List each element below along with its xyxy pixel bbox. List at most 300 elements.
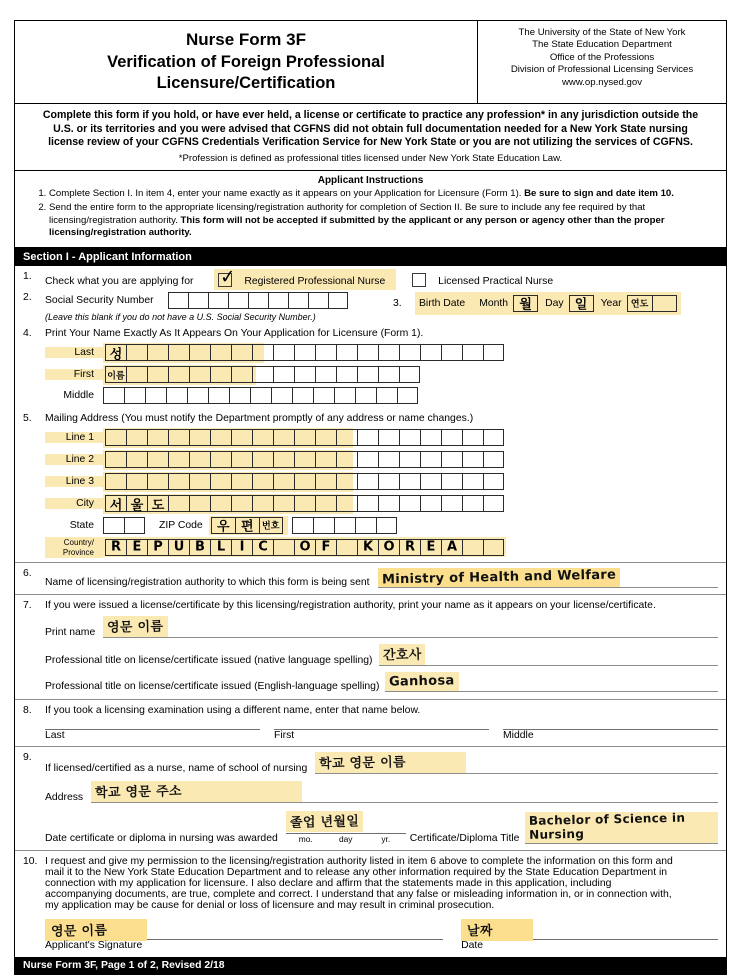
comb-cell[interactable] <box>208 387 229 404</box>
comb-cell[interactable] <box>166 387 187 404</box>
rpn-checkbox[interactable] <box>218 264 237 289</box>
address-row-input[interactable] <box>103 450 506 470</box>
name-field-group <box>45 343 718 405</box>
comb-cell[interactable] <box>210 429 231 446</box>
comb-cell[interactable] <box>168 539 189 556</box>
comb-cell[interactable] <box>378 473 399 490</box>
comb-cell[interactable] <box>420 495 441 512</box>
birth-month-input[interactable] <box>513 295 538 312</box>
comb-cell[interactable] <box>273 539 294 556</box>
comb-cell[interactable] <box>252 366 273 383</box>
native-title-value: 간호사 <box>382 647 422 664</box>
comb-cell[interactable] <box>273 429 294 446</box>
form-title-block <box>15 21 478 103</box>
name-row-middle <box>45 387 718 405</box>
address-row-line-1 <box>45 428 718 448</box>
comb-cell[interactable] <box>334 387 355 404</box>
exam-first-field[interactable] <box>274 729 489 741</box>
comb-cell[interactable] <box>210 344 231 361</box>
comb-cell[interactable] <box>627 295 652 312</box>
comb-cell[interactable] <box>378 429 399 446</box>
address-row-label: City <box>45 498 103 509</box>
agency-block <box>478 21 726 103</box>
diploma-title-input[interactable] <box>525 812 718 844</box>
comb-cell[interactable] <box>147 344 168 361</box>
birth-day-input[interactable] <box>569 295 594 312</box>
month-label: Month <box>479 297 509 309</box>
comb-cell[interactable] <box>189 473 210 490</box>
comb-cell[interactable] <box>210 539 231 556</box>
comb-cell[interactable] <box>294 429 315 446</box>
day-label: Day <box>545 297 564 309</box>
comb-cell[interactable] <box>126 539 147 556</box>
eligibility-notice <box>15 104 726 171</box>
comb-cell[interactable] <box>336 429 357 446</box>
comb-cell[interactable] <box>168 495 189 512</box>
lpn-checkbox[interactable] <box>412 273 426 287</box>
print-name-input[interactable] <box>103 616 718 638</box>
comb-cell[interactable] <box>569 295 594 312</box>
birth-date-label: Birth Date <box>419 297 466 309</box>
comb-cell[interactable] <box>250 387 271 404</box>
comb-cell[interactable] <box>483 539 504 556</box>
comb-cell[interactable] <box>313 517 334 534</box>
address-row-label: Line 1 <box>45 432 103 443</box>
comb-cell[interactable] <box>231 366 252 383</box>
comb-cell[interactable] <box>271 387 292 404</box>
comb-cell[interactable] <box>145 387 166 404</box>
signature-block <box>45 919 718 951</box>
comb-cell[interactable] <box>462 344 483 361</box>
comb-cell[interactable] <box>248 292 268 309</box>
item-7-label: If you were issued a license/certificate by this licensing/registration authority, print your name as it appears on your license/certificate. <box>45 599 656 611</box>
comb-cell[interactable] <box>124 387 145 404</box>
name-row-label: First <box>45 369 103 380</box>
notice-line-3: license review of your CGFNS Credentials Verification Service for New York State or you are not utilizing the services of CGFNS. <box>48 136 693 149</box>
comb-cell[interactable] <box>126 366 147 383</box>
item-9-school-row <box>45 752 718 774</box>
comb-cell[interactable] <box>231 539 252 556</box>
comb-cell[interactable] <box>313 387 334 404</box>
birth-year-input[interactable] <box>627 295 677 312</box>
lpn-option[interactable] <box>412 271 553 288</box>
comb-cell[interactable] <box>294 451 315 468</box>
comb-cell[interactable] <box>235 517 259 534</box>
comb-cell[interactable] <box>147 539 168 556</box>
item-8-label: If you took a licensing examination using a different name, enter that name below. <box>45 704 421 716</box>
comb-cell[interactable] <box>483 344 504 361</box>
item-10-line-5: my application may be cause for denial or loss of licensure and may result in criminal prosecution. <box>45 899 495 911</box>
item-4-label: Print Your Name Exactly As It Appears On Your Application for Licensure (Form 1). <box>45 327 424 339</box>
comb-cell[interactable] <box>355 387 376 404</box>
ssn-input[interactable] <box>168 292 348 309</box>
comb-cell[interactable] <box>378 539 399 556</box>
comb-cell[interactable] <box>315 495 336 512</box>
diploma-date-input[interactable] <box>286 811 406 844</box>
comb-cell[interactable] <box>462 429 483 446</box>
comb-cell[interactable] <box>188 292 208 309</box>
country-label <box>45 537 103 558</box>
comb-cell[interactable] <box>168 473 189 490</box>
comb-cell[interactable] <box>105 451 126 468</box>
school-input[interactable] <box>315 752 718 774</box>
comb-cell[interactable] <box>231 495 252 512</box>
item-9-row <box>15 747 726 846</box>
country-input[interactable] <box>105 539 504 556</box>
comb-cell[interactable] <box>355 517 376 534</box>
comb-cell[interactable] <box>252 539 273 556</box>
address-row-input[interactable] <box>103 494 506 514</box>
comb-cell[interactable] <box>147 473 168 490</box>
comb-cell[interactable] <box>294 539 315 556</box>
school-address-label: Address <box>45 791 84 803</box>
item-10-line-4: accompanying documents, are true, complete and correct. I understand that any false or misleading information in, or in connection with, <box>45 888 672 900</box>
comb-cell[interactable] <box>513 295 538 312</box>
mdy-labels <box>286 833 406 844</box>
item-10-line-1: I request and give my permission to the licensing/registration authority listed in item 6 above to complete the information on this form and <box>45 855 673 867</box>
instruction-item-1 <box>49 188 718 201</box>
comb-cell[interactable] <box>187 387 208 404</box>
item-10-line-2: mail it to the New York State Education Department and to release any other information required by the State Education Department in <box>45 866 668 878</box>
comb-cell[interactable] <box>357 451 378 468</box>
comb-cell[interactable] <box>420 429 441 446</box>
comb-cell[interactable] <box>231 473 252 490</box>
comb-cell-value: 연도 <box>630 299 649 310</box>
comb-cell[interactable] <box>378 495 399 512</box>
item-7-row <box>15 595 726 694</box>
instruction-item-2 <box>49 202 718 240</box>
ssn-note: (Leave this blank if you do not have a U.S. Social Security Number.) <box>45 311 316 322</box>
signature-label: Applicant's Signature <box>45 939 143 951</box>
comb-cell[interactable] <box>292 517 313 534</box>
comb-cell[interactable] <box>376 517 397 534</box>
signature-field[interactable] <box>45 919 443 951</box>
checkmark-icon: ✓ <box>219 264 237 289</box>
comb-cell[interactable] <box>189 366 210 383</box>
comb-cell[interactable] <box>126 429 147 446</box>
form-page <box>14 20 727 975</box>
comb-cell[interactable] <box>462 451 483 468</box>
comb-cell[interactable] <box>168 429 189 446</box>
comb-cell[interactable] <box>462 473 483 490</box>
comb-cell[interactable] <box>147 495 168 512</box>
comb-cell[interactable] <box>357 473 378 490</box>
comb-cell[interactable] <box>189 539 210 556</box>
comb-cell[interactable] <box>378 344 399 361</box>
day-sublabel: day <box>326 833 366 844</box>
item-4-number: 4. <box>23 327 32 339</box>
comb-cell[interactable] <box>441 344 462 361</box>
item-6-input[interactable] <box>378 568 718 588</box>
comb-cell[interactable] <box>315 429 336 446</box>
school-value: 학교 영문 이름 <box>319 754 407 772</box>
item-5-label: Mailing Address (You must notify the Department promptly of any address or name changes.) <box>45 412 474 424</box>
comb-cell-value: 우 <box>216 519 230 535</box>
comb-cell[interactable] <box>126 495 147 512</box>
comb-cell[interactable] <box>483 451 504 468</box>
comb-cell[interactable] <box>397 387 418 404</box>
comb-cell-value: 울 <box>130 498 144 514</box>
comb-cell[interactable] <box>105 473 126 490</box>
comb-cell[interactable] <box>231 429 252 446</box>
comb-cell[interactable] <box>294 344 315 361</box>
comb-cell[interactable] <box>334 517 355 534</box>
comb-cell[interactable] <box>126 451 147 468</box>
comb-cell[interactable] <box>273 495 294 512</box>
comb-cell[interactable] <box>210 495 231 512</box>
rpn-option[interactable] <box>214 264 396 290</box>
signature-value: 영문 이름 <box>50 923 108 940</box>
comb-cell[interactable] <box>336 344 357 361</box>
item-7-native-title-row <box>45 644 718 666</box>
comb-cell[interactable] <box>105 539 126 556</box>
comb-cell-value: 일 <box>574 297 588 313</box>
comb-cell[interactable] <box>273 344 294 361</box>
comb-cell[interactable] <box>105 429 126 446</box>
comb-cell[interactable] <box>652 295 677 312</box>
comb-cell[interactable] <box>441 473 462 490</box>
comb-cell-value: C <box>258 539 268 555</box>
address-row-input[interactable] <box>103 472 506 492</box>
english-title-label: Professional title on license/certificate issued (English-language spelling) <box>45 680 380 692</box>
comb-cell[interactable] <box>273 451 294 468</box>
print-name-value: 영문 이름 <box>107 619 164 636</box>
diploma-date-value: 졸업 년월일 <box>289 814 360 831</box>
item-8-name-row <box>45 729 718 741</box>
item-7-english-title-row <box>45 672 718 692</box>
comb-cell[interactable] <box>189 344 210 361</box>
comb-cell[interactable] <box>399 495 420 512</box>
zip-highlight <box>209 516 288 535</box>
comb-cell[interactable] <box>252 451 273 468</box>
comb-cell[interactable] <box>462 495 483 512</box>
country-highlight <box>103 537 506 557</box>
comb-cell[interactable] <box>124 517 145 534</box>
mo-label: mo. <box>286 833 326 844</box>
comb-cell-value: L <box>216 539 226 555</box>
comb-cell[interactable] <box>357 344 378 361</box>
comb-cell[interactable] <box>420 451 441 468</box>
comb-cell[interactable] <box>211 517 235 534</box>
comb-cell[interactable] <box>268 292 288 309</box>
comb-cell[interactable] <box>357 366 378 383</box>
state-label: State <box>69 519 94 531</box>
comb-cell-value: K <box>362 539 374 555</box>
comb-cell[interactable] <box>105 366 126 383</box>
agency-line-2: The State Education Department <box>532 39 672 51</box>
exam-middle-label: Middle <box>503 729 534 741</box>
comb-cell[interactable] <box>294 473 315 490</box>
item-3-number: 3. <box>393 297 402 309</box>
comb-cell[interactable] <box>328 292 348 309</box>
exam-last-field[interactable] <box>45 729 260 741</box>
date-label: Date <box>461 939 484 951</box>
address-row-input[interactable] <box>103 428 506 448</box>
native-title-label: Professional title on license/certificate issued (native language spelling) <box>45 654 373 666</box>
comb-cell[interactable] <box>210 473 231 490</box>
school-address-input[interactable] <box>91 781 718 803</box>
item-8-number: 8. <box>23 704 32 716</box>
birth-date-group <box>415 292 681 315</box>
state-zip-row <box>45 516 718 535</box>
comb-cell[interactable] <box>294 495 315 512</box>
item-2-label: Social Security Number <box>45 294 154 306</box>
comb-cell[interactable] <box>315 451 336 468</box>
comb-cell[interactable] <box>357 539 378 556</box>
comb-cell[interactable] <box>288 292 308 309</box>
comb-cell[interactable] <box>252 344 273 361</box>
name-row-label: Middle <box>63 390 94 402</box>
comb-cell[interactable] <box>483 473 504 490</box>
comb-cell[interactable] <box>441 429 462 446</box>
comb-cell[interactable] <box>103 387 124 404</box>
comb-cell[interactable] <box>399 473 420 490</box>
comb-cell-value: E <box>426 539 436 555</box>
notice-line-2: U.S. or its territories and you were advised that CGFNS did not obtain full documentation needed for a New York State nursing <box>53 122 688 135</box>
item-6-number: 6. <box>23 567 32 579</box>
comb-cell[interactable] <box>441 451 462 468</box>
comb-cell[interactable] <box>189 451 210 468</box>
zip-input-extension[interactable] <box>292 517 397 534</box>
state-input[interactable] <box>103 517 145 534</box>
comb-cell[interactable] <box>420 473 441 490</box>
comb-cell-value: B <box>195 539 205 555</box>
instruction-2-bold: This form will not be accepted if submitted by the applicant or any person or agency other than the proper licensing/registration authority. <box>49 214 665 239</box>
comb-cell[interactable] <box>378 451 399 468</box>
comb-cell[interactable] <box>292 387 313 404</box>
comb-cell-value: R <box>404 539 415 555</box>
comb-cell-value: I <box>239 539 245 555</box>
comb-cell[interactable] <box>420 539 441 556</box>
comb-cell[interactable] <box>147 366 168 383</box>
address-row-line-2 <box>45 450 718 470</box>
zip-label: ZIP Code <box>159 519 203 531</box>
comb-cell[interactable] <box>273 366 294 383</box>
school-address-value: 학교 영문 주소 <box>95 783 183 801</box>
print-name-label: Print name <box>45 626 96 638</box>
notice-footnote: *Profession is defined as professional titles licensed under New York State Education Law. <box>178 152 563 164</box>
native-title-input[interactable] <box>379 644 719 666</box>
comb-cell[interactable] <box>357 429 378 446</box>
name-row-label: Last <box>45 347 103 358</box>
comb-cell[interactable] <box>147 451 168 468</box>
agency-line-3: Office of the Professions <box>549 51 655 63</box>
comb-cell[interactable] <box>259 517 283 534</box>
address-row-city <box>45 494 718 514</box>
comb-cell[interactable] <box>168 292 188 309</box>
name-row-input[interactable] <box>103 343 506 363</box>
comb-cell[interactable] <box>315 344 336 361</box>
comb-cell[interactable] <box>229 387 250 404</box>
comb-cell[interactable] <box>399 539 420 556</box>
comb-cell[interactable] <box>376 387 397 404</box>
comb-cell[interactable] <box>273 473 294 490</box>
comb-cell[interactable] <box>105 344 126 361</box>
comb-cell[interactable] <box>168 366 189 383</box>
comb-cell[interactable] <box>378 366 399 383</box>
item-7-number: 7. <box>23 599 32 611</box>
comb-cell[interactable] <box>210 366 231 383</box>
comb-cell[interactable] <box>168 344 189 361</box>
comb-cell[interactable] <box>228 292 248 309</box>
name-row-last <box>45 343 718 363</box>
comb-cell[interactable] <box>294 366 315 383</box>
comb-cell[interactable] <box>336 366 357 383</box>
comb-cell-value: 성 <box>109 347 123 363</box>
comb-cell[interactable] <box>483 495 504 512</box>
comb-cell[interactable] <box>483 429 504 446</box>
comb-cell[interactable] <box>357 495 378 512</box>
comb-cell[interactable] <box>252 495 273 512</box>
comb-cell[interactable] <box>231 344 252 361</box>
comb-cell[interactable] <box>252 473 273 490</box>
comb-cell[interactable] <box>315 473 336 490</box>
address-row-label: Line 2 <box>45 454 103 465</box>
comb-cell[interactable] <box>210 451 231 468</box>
comb-cell[interactable] <box>126 473 147 490</box>
instructions-title: Applicant Instructions <box>317 175 424 187</box>
comb-cell-value: A <box>446 539 458 555</box>
date-field[interactable] <box>461 919 718 951</box>
diploma-title-label: Certificate/Diploma Title <box>409 832 520 844</box>
comb-cell[interactable] <box>336 539 357 556</box>
diploma-title-value: Bachelor of Science in Nursing <box>529 810 686 842</box>
comb-cell[interactable] <box>189 495 210 512</box>
name-row-input[interactable] <box>103 387 418 405</box>
english-title-input[interactable] <box>385 672 718 692</box>
comb-cell[interactable] <box>147 429 168 446</box>
comb-cell[interactable] <box>315 366 336 383</box>
comb-cell[interactable] <box>103 517 124 534</box>
comb-cell[interactable] <box>308 292 328 309</box>
address-row-label: Line 3 <box>45 476 103 487</box>
comb-cell[interactable] <box>399 366 420 383</box>
comb-cell[interactable] <box>208 292 228 309</box>
comb-cell[interactable] <box>189 429 210 446</box>
comb-cell[interactable] <box>420 344 441 361</box>
comb-cell[interactable] <box>336 495 357 512</box>
exam-middle-field[interactable] <box>503 729 718 741</box>
comb-cell-value: O <box>299 539 311 555</box>
comb-cell-value: 이름 <box>107 371 125 382</box>
comb-cell-value: R <box>110 539 121 555</box>
comb-cell-value: 서 <box>109 498 123 514</box>
comb-cell[interactable] <box>399 429 420 446</box>
item-6-row <box>15 563 726 594</box>
name-row-input[interactable] <box>103 365 422 385</box>
comb-cell[interactable] <box>126 344 147 361</box>
item-1-number: 1. <box>23 270 32 282</box>
comb-cell[interactable] <box>336 451 357 468</box>
comb-cell[interactable] <box>231 451 252 468</box>
item-2-row <box>15 291 726 324</box>
comb-cell[interactable] <box>315 539 336 556</box>
comb-cell[interactable] <box>105 495 126 512</box>
comb-cell[interactable] <box>252 429 273 446</box>
agency-line-4: Division of Professional Licensing Services <box>510 64 694 76</box>
comb-cell[interactable] <box>168 451 189 468</box>
comb-cell[interactable] <box>399 451 420 468</box>
zip-input-primary[interactable] <box>211 517 283 534</box>
comb-cell[interactable] <box>336 473 357 490</box>
comb-cell[interactable] <box>441 539 462 556</box>
exam-first-label: First <box>274 729 295 741</box>
comb-cell[interactable] <box>399 344 420 361</box>
comb-cell[interactable] <box>441 495 462 512</box>
comb-cell-value: 도 <box>151 498 165 514</box>
section-1-header: Section I - Applicant Information <box>15 248 726 266</box>
comb-cell[interactable] <box>462 539 483 556</box>
